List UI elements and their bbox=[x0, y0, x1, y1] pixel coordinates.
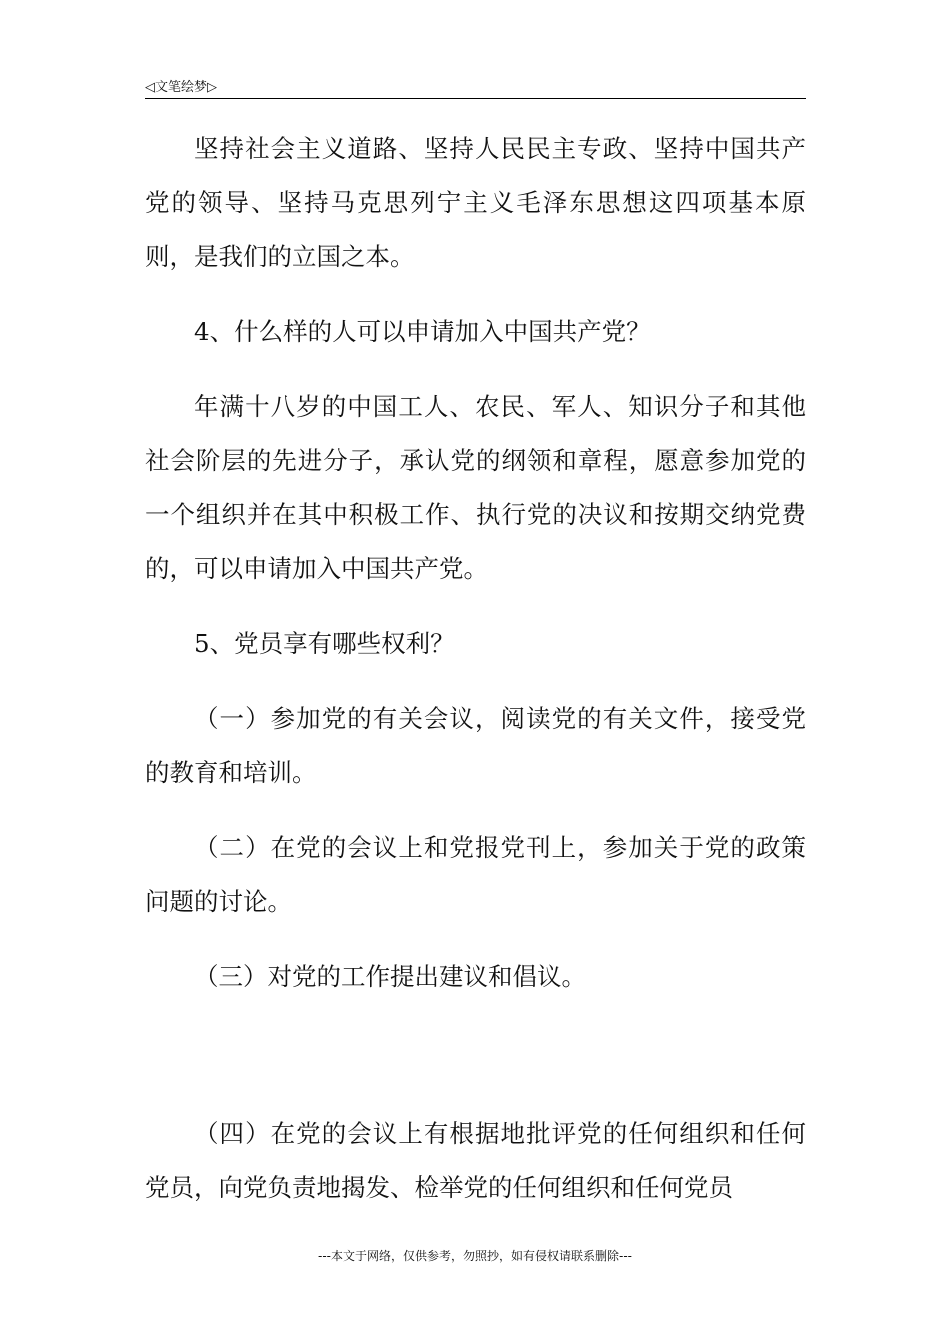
answer-4: 年满十八岁的中国工人、农民、军人、知识分子和其他社会阶层的先进分子，承认党的纲领和章程，愿意参加党的一个组织并在其中积极工作、执行党的决议和按期交纳党费的，可以申请加入中国共产党。 bbox=[145, 392, 806, 583]
right-4: （四）在党的会议上有根据地批评党的任何组织和任何党员，向党负责地揭发、检举党的任何组织和任何党员 bbox=[145, 1119, 806, 1202]
right-1: （一）参加党的有关会议，阅读党的有关文件，接受党的教育和培训。 bbox=[145, 704, 806, 787]
paragraph-gap bbox=[145, 929, 806, 950]
footer-disclaimer: ---本文于网络，仅供参考，勿照抄，如有侵权请联系删除--- bbox=[318, 1249, 632, 1263]
paragraph-gap bbox=[145, 359, 806, 380]
right-3: （三）对党的工作提出建议和倡议。 bbox=[194, 962, 586, 991]
question-5: 5、党员享有哪些权利？ bbox=[194, 629, 455, 658]
paragraph-gap bbox=[145, 596, 806, 617]
paragraph-gap bbox=[145, 284, 806, 305]
paragraph-principles: 坚持社会主义道路、坚持人民民主专政、坚持中国共产党的领导、坚持马克思列宁主义毛泽东思想这四项基本原则，是我们的立国之本。 bbox=[145, 134, 806, 271]
header-brand: ◁文笔绘梦▷ bbox=[145, 80, 217, 95]
paragraph-gap bbox=[145, 671, 806, 692]
question-4: 4、什么样的人可以申请加入中国共产党？ bbox=[194, 317, 651, 346]
page-header bbox=[145, 74, 806, 99]
right-2: （二）在党的会议上和党报党刊上，参加关于党的政策问题的讨论。 bbox=[145, 833, 806, 916]
paragraph-gap bbox=[145, 800, 806, 821]
paragraph-gap bbox=[145, 1004, 806, 1107]
document-body bbox=[145, 122, 806, 1215]
